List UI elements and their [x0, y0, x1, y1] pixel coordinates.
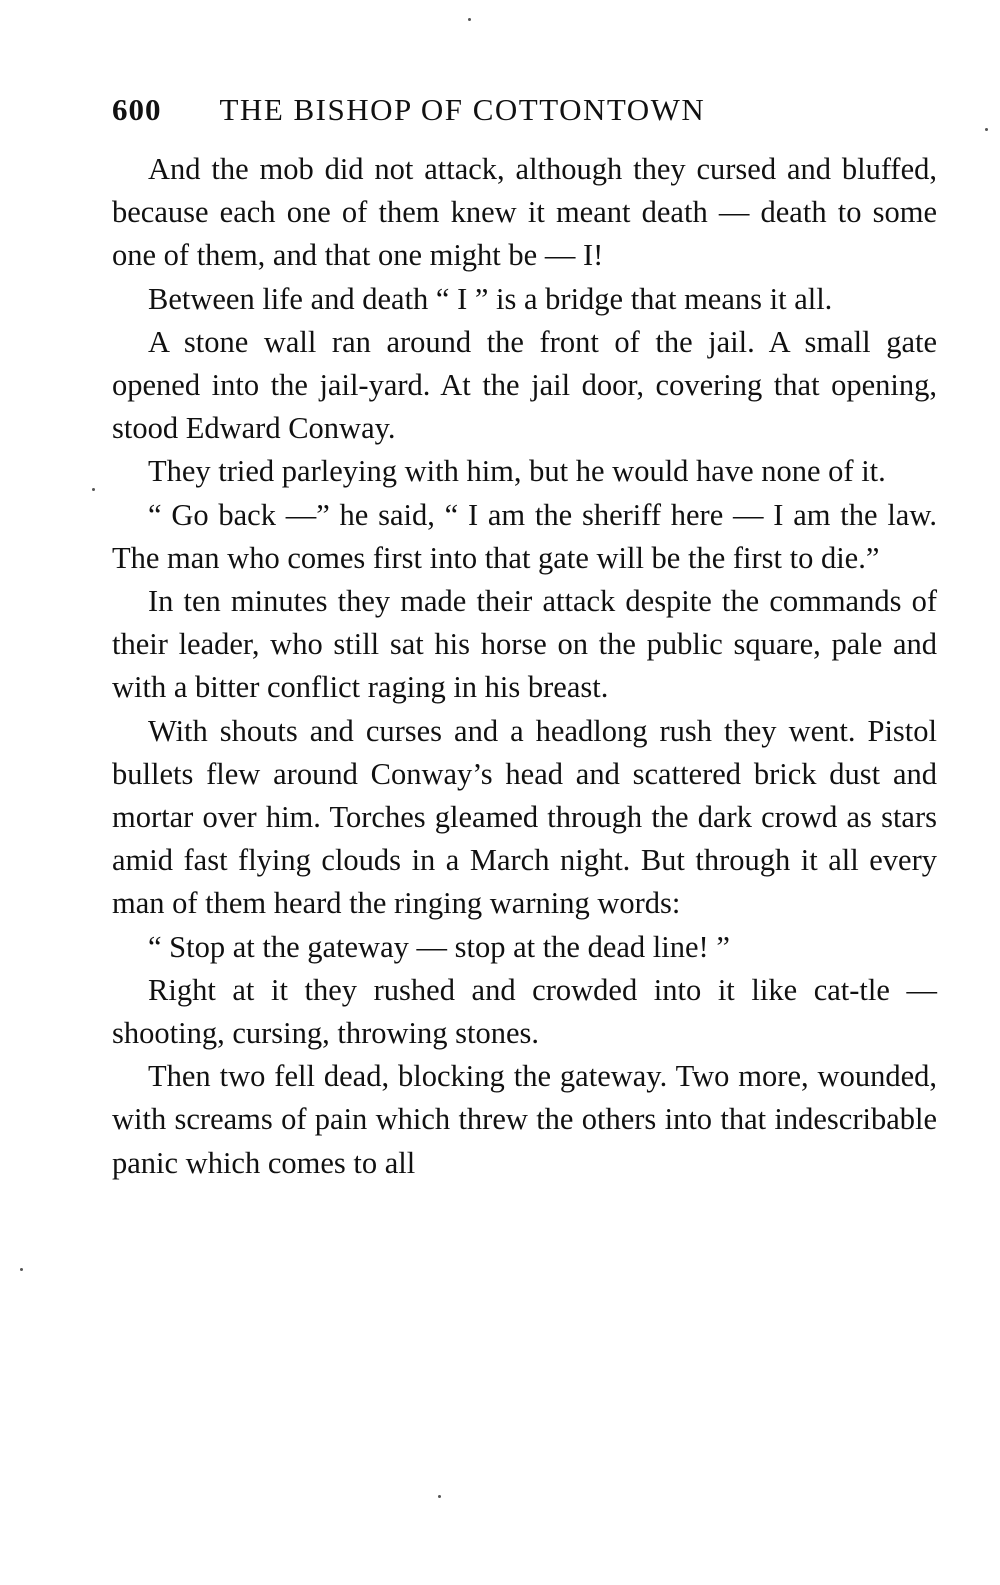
- paragraph: A stone wall ran around the front of the jail. A small gate opened into the jail-yard. At the jail door, covering that opening, stood Edward Conway.: [112, 324, 937, 446]
- scan-speck: [438, 1495, 441, 1498]
- paragraph: And the mob did not attack, although they cursed and bluffed, because each one of them knew it meant death — death to some one of them, and that one might be — I!: [112, 152, 937, 273]
- page-body: [112, 148, 937, 1185]
- paragraph: Between life and death “ I ” is a bridge that means it all.: [148, 281, 833, 316]
- page-number: 600: [112, 92, 162, 127]
- scan-speck: [985, 128, 988, 131]
- scan-speck: [92, 488, 95, 491]
- paragraph: With shouts and curses and a headlong rush they went. Pistol bullets flew around Conway’s head and scattered brick dust and mortar over him. Torches gleamed through the dark crowd as stars amid fast flying clouds in a March night. But through it all every man of them heard the ringing warning words:: [112, 713, 937, 921]
- scan-speck: [20, 1268, 23, 1271]
- book-page: [112, 92, 937, 1185]
- paragraph: “ Stop at the gateway — stop at the dead line! ”: [148, 929, 730, 964]
- paragraph: They tried parleying with him, but he would have none of it.: [148, 454, 886, 489]
- paragraph: “ Go back —” he said, “ I am the sheriff here — I am the law. The man who comes first into that gate will be the first to die.”: [112, 497, 937, 575]
- scan-speck: [468, 18, 471, 21]
- paragraph: Right at it they rushed and crowded into it like cat-tle — shooting, cursing, throwing stones.: [112, 972, 937, 1051]
- paragraph: Then two fell dead, blocking the gateway. Two more, wounded, with screams of pain which threw the others into that indescribable panic which comes to all: [112, 1059, 937, 1180]
- paragraph: In ten minutes they made their attack despite the commands of their leader, who still sat his horse on the public square, pale and with a bitter conflict raging in his breast.: [112, 584, 937, 705]
- page-header: [112, 92, 937, 128]
- running-title: THE BISHOP OF COTTONTOWN: [219, 92, 706, 127]
